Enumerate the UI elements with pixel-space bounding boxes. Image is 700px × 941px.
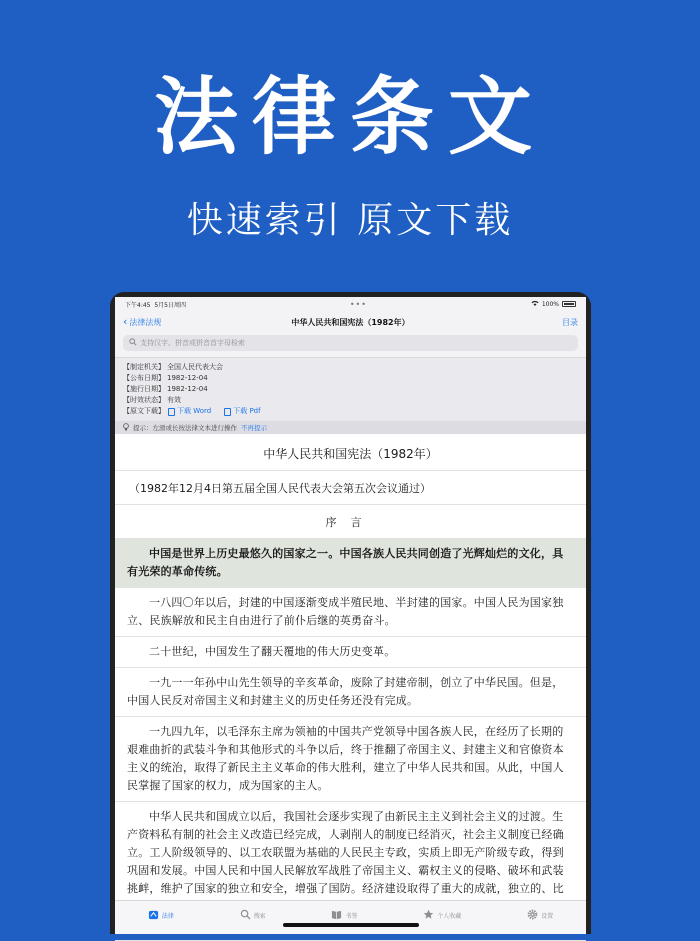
search-container [115,333,586,357]
hero-title: 法律条文 [153,68,546,166]
tip-text: 提示：左滑或长按法律文本进行操作 [133,424,237,432]
nav-bar [115,311,586,333]
law-adoption-note: （1982年12月4日第五届全国人民代表大会第五次会议通过） [115,471,586,505]
search-icon [129,338,137,348]
tab-bar [115,900,586,934]
law-content [115,435,586,900]
law-metadata [115,357,586,421]
law-paragraph[interactable]: 中国是世界上历史最悠久的国家之一。中国各族人民共同创造了光辉灿烂的文化，具有光荣的革命传统。 [115,539,586,588]
tab-settings[interactable]: 设置 [527,909,553,922]
battery-icon [562,301,576,307]
toc-button[interactable]: 目录 [562,317,578,327]
search-icon [240,909,251,922]
pdf-doc-icon [224,408,231,416]
law-paragraph[interactable]: 一九四九年，以毛泽东主席为领袖的中国共产党领导中国各族人民，在经历了长期的艰难曲折的武装斗争和其他形式的斗争以后，终于推翻了帝国主义、封建主义和官僚资本主义的统治，取得了新民主主义革命的伟大胜利，建立了中华人民共和国。从此，中国人民掌握了国家的权力，成为国家的主人。 [115,717,586,802]
search-placeholder: 支持汉字、拼音或拼音首字母检索 [140,339,245,347]
tip-bar [115,421,586,434]
law-paragraph[interactable]: 二十世纪，中国发生了翻天覆地的伟大历史变革。 [115,637,586,668]
meta-download: 【原文下载】 下载 Word 下载 Pdf [123,407,261,415]
meta-effective: 【施行日期】 1982-12-04 [123,385,208,393]
meta-authority: 【制定机关】 全国人民代表大会 [123,363,223,371]
search-input[interactable] [123,335,578,351]
scales-icon [148,909,159,922]
back-label: 法律法规 [129,317,162,327]
tab-law[interactable]: 法律 [148,909,174,922]
book-icon [331,909,342,922]
wifi-icon [531,300,539,308]
tab-bookmarks[interactable]: 书签 [331,909,357,922]
lightbulb-icon [123,423,129,433]
battery-percent: 100% [541,300,559,308]
home-indicator[interactable] [283,923,419,927]
law-paragraph[interactable]: 中华人民共和国成立以后，我国社会逐步实现了由新民主主义到社会主义的过渡。生产资料私有制的社会主义改造已经完成，人剥削人的制度已经消灭，社会主义制度已经确立。工人阶级领导的、以工农联盟为基础的人民民主专政，实质上即无产阶级专政，得到巩固和发展。中国人民和中国人民解放军战胜了帝国主义、霸权主义的侵略、破坏和武装挑衅，维护了国家的独立和安全，增强了国防。经济建设取得了重大的成就，独立的、比 [115,802,586,941]
app-screen [115,297,586,934]
back-button[interactable] [123,317,161,328]
status-bar [115,297,586,311]
word-doc-icon [168,408,175,416]
status-time: 下午4:45 5月5日周四 [125,301,186,309]
meta-published: 【公布日期】 1982-12-04 [123,374,208,382]
multitask-dots[interactable]: ••• [349,299,367,309]
tab-favorites[interactable]: 个人收藏 [423,909,461,922]
gear-icon [527,909,538,922]
law-paragraph[interactable]: 一九一一年孙中山先生领导的辛亥革命，废除了封建帝制，创立了中华民国。但是，中国人民反对帝国主义和封建主义的历史任务还没有完成。 [115,668,586,717]
section-heading: 序言 [115,505,586,539]
hero-subtitle: 快速索引 原文下载 [186,200,514,241]
ipad-frame [110,292,591,934]
star-icon [423,909,434,922]
law-title: 中华人民共和国宪法（1982年） [115,435,586,471]
tab-search[interactable]: 搜索 [240,909,266,922]
meta-status: 【时效状态】 有效 [123,396,181,404]
download-pdf-link[interactable]: 下载 Pdf [224,406,260,417]
chevron-left-icon: ‹ [123,315,128,328]
page-title: 中华人民共和国宪法（1982年） [291,317,410,327]
status-right [531,300,576,308]
law-paragraph[interactable]: 一八四〇年以后，封建的中国逐渐变成半殖民地、半封建的国家。中国人民为国家独立、民族解放和民主自由进行了前仆后继的英勇奋斗。 [115,588,586,637]
dismiss-tip-link[interactable]: 不再提示 [241,424,267,432]
download-word-link[interactable]: 下载 Word [168,406,211,417]
